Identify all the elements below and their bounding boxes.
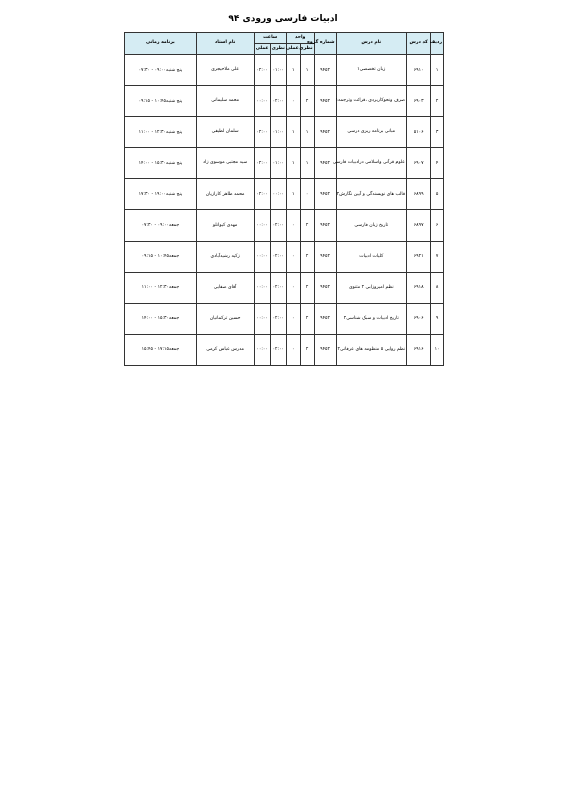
teacher-name: آقای صفایی	[196, 272, 254, 303]
table-row	[125, 334, 444, 365]
units-practical: ۰	[286, 334, 300, 365]
units-practical: ۰	[286, 210, 300, 241]
hours-practical: ۰۰:۰۰	[254, 210, 270, 241]
units-theory: ۱	[300, 55, 314, 86]
hours-theory: ۰۱:۰۰	[270, 148, 286, 179]
hours-theory: ۰۰:۰۰	[270, 179, 286, 210]
hours-theory: ۰۱:۰۰	[270, 55, 286, 86]
table-row	[125, 241, 444, 272]
hours-theory: ۰۲:۰۰	[270, 272, 286, 303]
table-row	[125, 86, 444, 117]
group-number: ۹۴۵۲	[314, 86, 336, 117]
schedule-time: پنج شنبه۱۰:۴۵ - ۰۹:۱۵	[125, 86, 197, 117]
teacher-name: زکیه رشیدآبادی	[196, 241, 254, 272]
units-theory: ۲	[300, 334, 314, 365]
course-code: ۶۸۹۷	[407, 210, 431, 241]
table-row	[125, 148, 444, 179]
units-theory: ۲	[300, 210, 314, 241]
page-title: ادبیات فارسی ورودی ۹۴	[228, 14, 338, 24]
group-number: ۹۴۵۲	[314, 117, 336, 148]
header-units-practical: عملی	[286, 44, 300, 55]
header-hours-theory: نظری	[270, 44, 286, 55]
course-code: ۶۹۰۷	[407, 148, 431, 179]
hours-practical: ۰۲:۰۰	[254, 179, 270, 210]
group-number: ۹۴۵۲	[314, 272, 336, 303]
course-code: ۶۹۱۰	[407, 55, 431, 86]
units-practical: ۰	[286, 86, 300, 117]
course-code: ۶۹۱۸	[407, 272, 431, 303]
group-number: ۹۴۵۲	[314, 179, 336, 210]
teacher-name: مهدی کیوانلو	[196, 210, 254, 241]
hours-practical: ۰۰:۰۰	[254, 334, 270, 365]
header-group-number: شماره گروه	[314, 33, 336, 55]
table-body	[125, 55, 444, 366]
schedule-time: جمعه۱۷:۱۵ - ۱۵:۴۵	[125, 334, 197, 365]
teacher-name: حسین ترکمانیان	[196, 303, 254, 334]
schedule-time: پنج شنبه۱۵:۳۰ - ۱۴:۰۰	[125, 148, 197, 179]
teacher-name: علی ملاحیجری	[196, 55, 254, 86]
hours-practical: ۰۰:۰۰	[254, 86, 270, 117]
row-number: ۸	[431, 272, 444, 303]
hours-theory: ۰۲:۰۰	[270, 241, 286, 272]
hours-theory: ۰۲:۰۰	[270, 86, 286, 117]
group-number: ۹۴۵۲	[314, 241, 336, 272]
hours-theory: ۰۲:۰۰	[270, 303, 286, 334]
units-practical: ۱	[286, 179, 300, 210]
units-practical: ۰	[286, 272, 300, 303]
units-practical: ۱	[286, 117, 300, 148]
course-code: ۶۹۰۳	[407, 86, 431, 117]
schedule-time: پنج شنبه۱۹:۰۰ - ۱۷:۳۰	[125, 179, 197, 210]
schedule-time: جمعه۱۰:۴۵ - ۰۹:۱۵	[125, 241, 197, 272]
table-row	[125, 179, 444, 210]
course-name: قالب های نویسندگی و آیین نگارش۲	[336, 179, 407, 210]
hours-theory: ۰۲:۰۰	[270, 210, 286, 241]
hours-theory: ۰۱:۰۰	[270, 117, 286, 148]
row-number: ۴	[431, 148, 444, 179]
hours-practical: ۰۰:۰۰	[254, 241, 270, 272]
header-hours-practical: عملی	[254, 44, 270, 55]
course-name: علوم قرآنی واسلامی درادبیات فارسی	[336, 148, 407, 179]
teacher-name: محمد طاهر کارازیان	[196, 179, 254, 210]
course-code: ۶۹۱۶	[407, 334, 431, 365]
course-name: تاریخ ادبیات و سبک شناسی۲	[336, 303, 407, 334]
units-theory: ۱	[300, 117, 314, 148]
group-number: ۹۴۵۲	[314, 303, 336, 334]
course-code: ۶۹۰۶	[407, 303, 431, 334]
units-theory: ۲	[300, 86, 314, 117]
hours-practical: ۰۰:۰۰	[254, 303, 270, 334]
header-row-number: ردیف	[431, 33, 444, 55]
schedule-time: جمعه۱۵:۳۰ - ۱۴:۰۰	[125, 303, 197, 334]
hours-practical: ۰۲:۰۰	[254, 117, 270, 148]
units-theory: ۲	[300, 303, 314, 334]
header-units-theory: نظری	[300, 44, 314, 55]
table-row	[125, 117, 444, 148]
units-theory: ۲	[300, 241, 314, 272]
hours-theory: ۰۲:۰۰	[270, 334, 286, 365]
row-number: ۱۰	[431, 334, 444, 365]
header-course-code: کد درس	[407, 33, 431, 55]
row-number: ۳	[431, 117, 444, 148]
course-name: تاریخ زبان فارسی	[336, 210, 407, 241]
table-row	[125, 55, 444, 86]
group-number: ۹۴۵۲	[314, 210, 336, 241]
header-units: واحد	[286, 33, 314, 44]
course-name: مبانی برنامه ریزی درسی	[336, 117, 407, 148]
course-code: ۵۱۰۶	[407, 117, 431, 148]
units-theory: ۱	[300, 148, 314, 179]
header-course-name: نام درس	[336, 33, 407, 55]
table-row	[125, 272, 444, 303]
course-name: نظم امیروزابی ۲ مثنوی	[336, 272, 407, 303]
units-theory: ۰	[300, 179, 314, 210]
table-header	[125, 33, 444, 55]
schedule-time: پنج شنبه۱۲:۳۰ - ۱۱:۰۰	[125, 117, 197, 148]
header-schedule: برنامه زمانی	[125, 33, 197, 55]
schedule-time: جمعه۱۲:۳۰ - ۱۱:۰۰	[125, 272, 197, 303]
group-number: ۹۴۵۲	[314, 148, 336, 179]
course-schedule-table	[124, 32, 444, 366]
row-number: ۵	[431, 179, 444, 210]
table-row	[125, 210, 444, 241]
hours-practical: ۰۲:۰۰	[254, 55, 270, 86]
course-name: صرف ونحوکاربردی ،قرائت وترجمه۱	[336, 86, 407, 117]
course-name: زبان تخصصی۱	[336, 55, 407, 86]
units-practical: ۰	[286, 241, 300, 272]
hours-practical: ۰۰:۰۰	[254, 272, 270, 303]
units-practical: ۱	[286, 55, 300, 86]
units-practical: ۱	[286, 148, 300, 179]
schedule-time: جمعه۰۹:۰۰ - ۰۷:۳۰	[125, 210, 197, 241]
course-code: ۶۹۲۱	[407, 241, 431, 272]
units-theory: ۲	[300, 272, 314, 303]
header-teacher: نام استاد	[196, 33, 254, 55]
schedule-time: پنج شنبه۰۹:۰۰ - ۰۷:۳۰	[125, 55, 197, 86]
teacher-name: سید مجتبی موسوی زاد	[196, 148, 254, 179]
group-number: ۹۴۵۲	[314, 55, 336, 86]
table-row	[125, 303, 444, 334]
course-code: ۶۸۹۹	[407, 179, 431, 210]
hours-practical: ۰۲:۰۰	[254, 148, 270, 179]
teacher-name: محمد سلیمانی	[196, 86, 254, 117]
row-number: ۶	[431, 210, 444, 241]
row-number: ۷	[431, 241, 444, 272]
course-name: نظم روایی ۵ منظومه های عرفانی۲	[336, 334, 407, 365]
group-number: ۹۴۵۲	[314, 334, 336, 365]
teacher-name: سلمان لطیفی	[196, 117, 254, 148]
row-number: ۲	[431, 86, 444, 117]
header-hours: ساعت	[254, 33, 286, 44]
row-number: ۱	[431, 55, 444, 86]
teacher-name: مدرس عباس کرمی	[196, 334, 254, 365]
units-practical: ۰	[286, 303, 300, 334]
course-name: کلیات ادبیات	[336, 241, 407, 272]
row-number: ۹	[431, 303, 444, 334]
